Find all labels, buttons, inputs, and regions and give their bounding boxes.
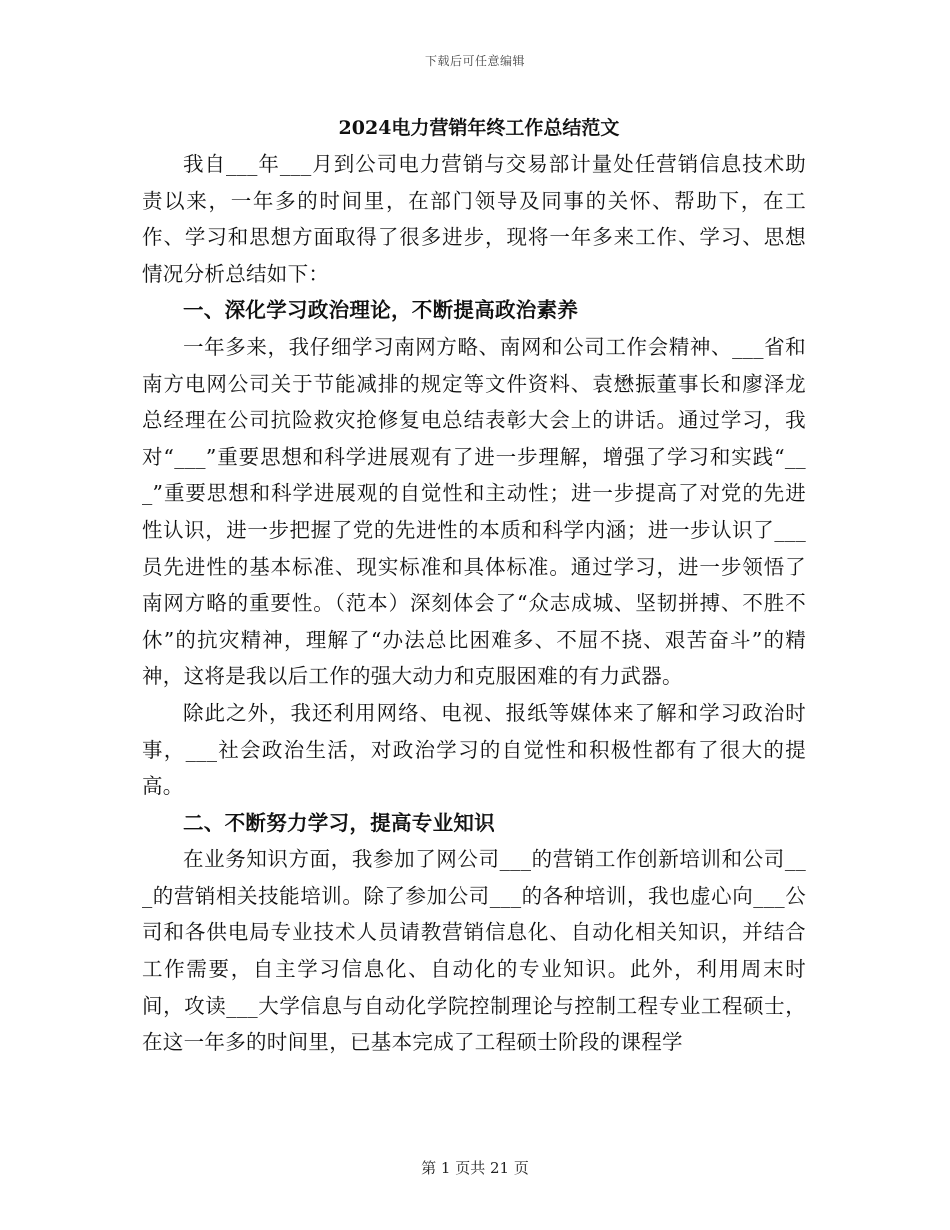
section-heading-1: 一、深化学习政治理论，不断提高政治素养 bbox=[183, 298, 579, 323]
page-header-note: 下载后可任意编辑 bbox=[424, 54, 525, 68]
document-body bbox=[142, 146, 806, 1061]
document-content bbox=[142, 110, 806, 1061]
page-number: 第 1 页共 21 页 bbox=[421, 1159, 529, 1177]
document-title: 2024电力营销年终工作总结范文 bbox=[338, 117, 620, 139]
paragraph-intro: 我自___年___月到公司电力营销与交易部计量处任营销信息技术助责以来，一年多的时间里，在部门领导及同事的关怀、帮助下，在工作、学习和思想方面取得了很多进步，现将一年多来工作、学习、思想情况分析总结如下： bbox=[142, 152, 806, 286]
section-heading-2: 二、不断努力学习，提高专业知识 bbox=[183, 810, 495, 835]
paragraph-political-study: 一年多来，我仔细学习南网方略、南网和公司工作会精神、___省和南方电网公司关于节能减排的规定等文件资料、袁懋振董事长和廖泽龙总经理在公司抗险救灾抢修复电总结表彰大会上的讲话。通过学习，我对“___”重要思想和科学进展观有了进一步理解，增强了学习和实践“___”重要思想和科学进展观的自觉性和主动性；进一步提高了对党的先进性认识，进一步把握了党的先进性的本质和科学内涵；进一步认识了___员先进性的基本标准、现实标准和具体标准。通过学习，进一步领悟了南网方略的重要性。（范本）深刻体会了“众志成城、坚韧拼搏、不胜不休”的抗灾精神，理解了“办法总比困难多、不屈不挠、艰苦奋斗”的精神，这将是我以后工作的强大动力和克服困难的有力武器。 bbox=[142, 334, 806, 689]
paragraph-media-study: 除此之外，我还利用网络、电视、报纸等媒体来了解和学习政治时事，___社会政治生活，对政治学习的自觉性和积极性都有了很大的提高。 bbox=[142, 700, 806, 799]
paragraph-professional-study: 在业务知识方面，我参加了网公司___的营销工作创新培训和公司___的营销相关技能培训。除了参加公司___的各种培训，我也虚心向___公司和各供电局专业技术人员请教营销信息化、自动化相关知识，并结合工作需要，自主学习信息化、自动化的专业知识。此外，利用周末时间，攻读___大学信息与自动化学院控制理论与控制工程专业工程硕士，在这一年多的时间里，已基本完成了工程硕士阶段的课程学 bbox=[142, 847, 806, 1055]
